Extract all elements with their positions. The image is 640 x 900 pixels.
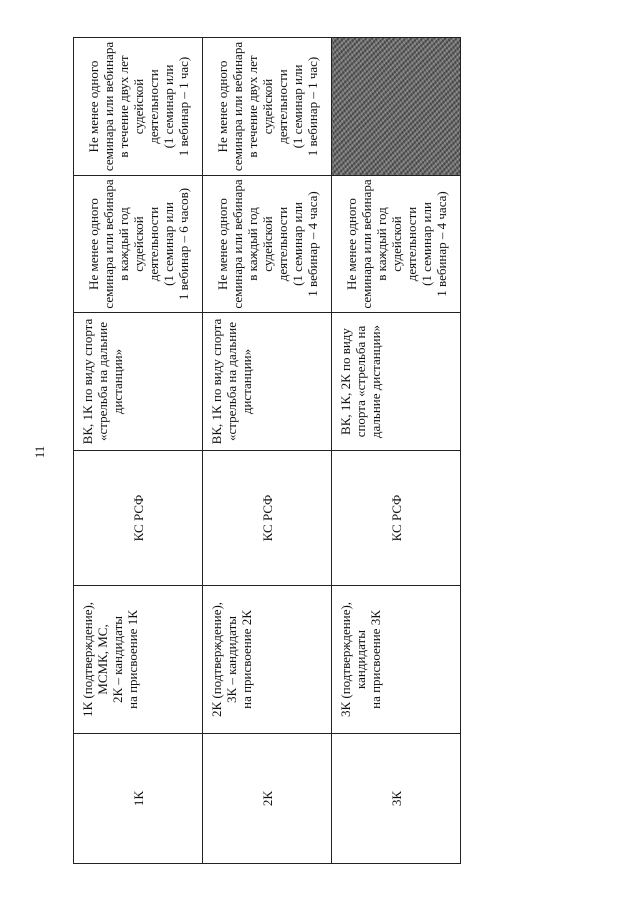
category-cell: 1К xyxy=(74,734,203,864)
page-number: 11 xyxy=(32,445,47,459)
discipline-cell: ВК, 1К по виду спорта «стрельба на дальние дистанции» xyxy=(203,313,332,451)
category-cell: 2К xyxy=(203,734,332,864)
biennial-training-cell: Не менее одного семинара или вебинара в течение двух лет судейской деятельности (1 семинар или 1 вебинар – 1 час) xyxy=(203,38,332,176)
annual-training-cell: Не менее одного семинара или вебинара в каждый год судейской деятельности (1 семинар или 1 вебинар – 6 часов) xyxy=(74,176,203,313)
annual-training-cell: Не менее одного семинара или вебинара в каждый год судейской деятельности (1 семинар или 1 вебинар – 4 часа) xyxy=(203,176,332,313)
organization-cell: КС РСФ xyxy=(74,451,203,586)
biennial-training-cell: Не менее одного семинара или вебинара в течение двух лет судейской деятельности (1 семинар или 1 вебинар – 1 час) xyxy=(74,38,203,176)
judges-training-table xyxy=(73,37,461,864)
organization-cell: КС РСФ xyxy=(203,451,332,586)
table-row xyxy=(74,38,203,864)
table-row xyxy=(332,38,461,864)
category-cell: 3К xyxy=(332,734,461,864)
requirements-cell: 1К (подтверждение), МСМК, МС, 2К – кандидаты на присвоение 1К xyxy=(74,586,203,734)
requirements-cell: 3К (подтверждение), кандидаты на присвоение 3К xyxy=(332,586,461,734)
rotated-table-container xyxy=(73,38,461,864)
annual-training-cell: Не менее одного семинара или вебинара в каждый год судейской деятельности (1 семинар или 1 вебинар – 4 часа) xyxy=(332,176,461,313)
shaded-empty-cell xyxy=(332,38,461,176)
requirements-cell: 2К (подтверждение), 3К – кандидаты на присвоение 2К xyxy=(203,586,332,734)
discipline-cell: ВК, 1К, 2К по виду спорта «стрельба на дальние дистанции» xyxy=(332,313,461,451)
organization-cell: КС РСФ xyxy=(332,451,461,586)
table-row xyxy=(203,38,332,864)
discipline-cell: ВК, 1К по виду спорта «стрельба на дальние дистанции» xyxy=(74,313,203,451)
